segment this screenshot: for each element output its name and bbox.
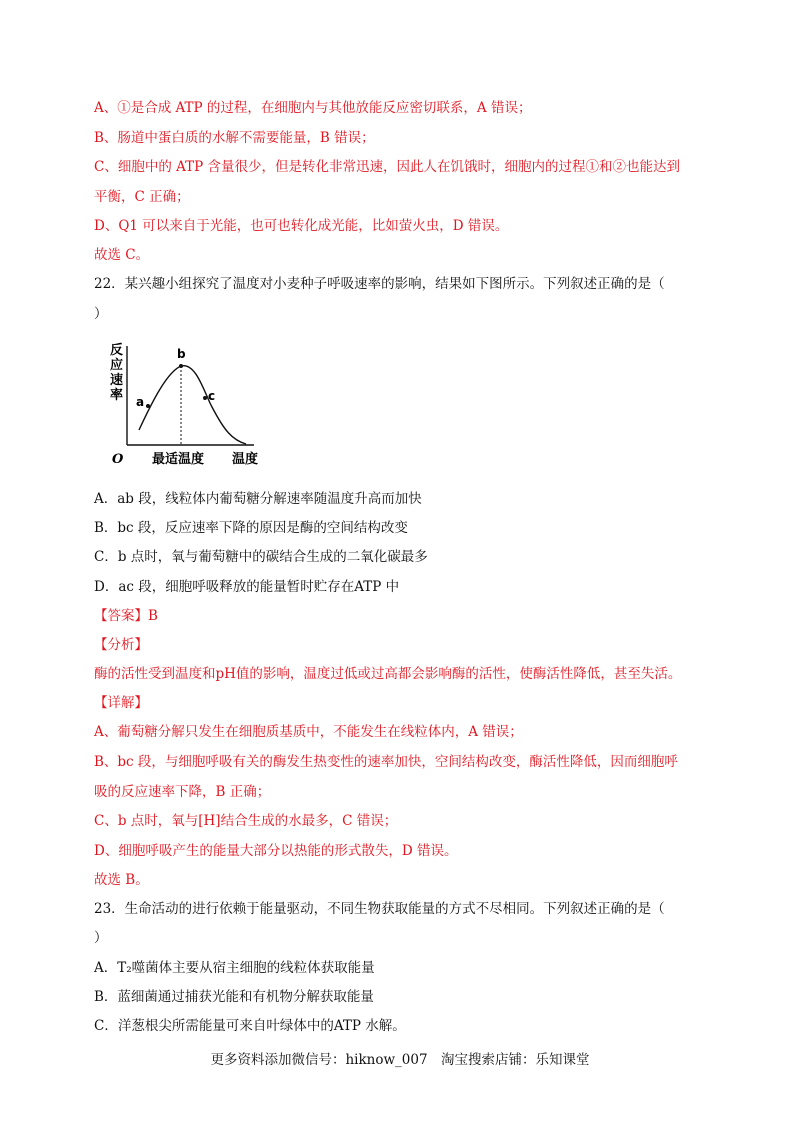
point-b-label: b xyxy=(177,347,186,361)
text-line: D、Q1 可以来自于光能，也可也转化成光能，比如萤火虫，D 错误。 xyxy=(94,218,509,234)
text-line: 吸的反应速率下降，B 正确； xyxy=(94,784,271,800)
y-label-char: 率 xyxy=(110,388,124,403)
origin-label: O xyxy=(112,452,124,467)
question-23-stem-end: ） xyxy=(94,930,108,946)
option-d: D．ac 段，细胞呼吸释放的能量暂时贮存在ATP 中 xyxy=(94,579,400,595)
option-a: A．ab 段，线粒体内葡萄糖分解速率随温度升高而加快 xyxy=(94,491,422,507)
point-a-label: a xyxy=(136,395,145,409)
option-b: B．bc 段，反应速率下降的原因是酶的空间结构改变 xyxy=(94,520,408,536)
x-tick-optimum: 最适温度 xyxy=(152,452,205,467)
question-22-stem: 22．某兴趣小组探究了温度对小麦种子呼吸速率的影响，结果如下图所示。下列叙述正确的是（ xyxy=(94,276,665,292)
option-c: C．洋葱根尖所需能量可来自叶绿体中的ATP 水解。 xyxy=(94,1018,406,1034)
text-line: 故选 B。 xyxy=(94,872,149,888)
text-line: B、bc 段，与细胞呼吸有关的酶发生热变性的速率加快，空间结构改变，酶活性降低，因而细胞呼 xyxy=(94,754,678,770)
point-c-label: c xyxy=(208,389,216,403)
text-line: D、细胞呼吸产生的能量大部分以热能的形式散失，D 错误。 xyxy=(94,843,458,859)
point-b-dot xyxy=(179,364,183,368)
text-line: C、b 点时，氧与[H]结合生成的水最多，C 错误； xyxy=(94,813,398,829)
text-line: B、肠道中蛋白质的水解不需要能量，B 错误； xyxy=(94,130,375,146)
explanation-heading: 【详解】 xyxy=(94,695,148,711)
text-line: A、葡萄糖分解只发生在细胞质基质中，不能发生在线粒体内，A 错误； xyxy=(94,724,523,740)
page-footer: 更多资料添加微信号：hiknow_007 淘宝搜索店铺：乐知课堂 xyxy=(210,1052,590,1068)
option-b: B．蓝细菌通过捕获光能和有机物分解获取能量 xyxy=(94,989,374,1005)
answer-heading: 【答案】B xyxy=(94,608,158,624)
x-axis-label: 温度 xyxy=(232,452,259,467)
analysis-heading: 【分析】 xyxy=(94,637,148,653)
text-line: C、细胞中的 ATP 含量很少，但是转化非常迅速，因此人在饥饿时，细胞内的过程①和②也能达到 xyxy=(94,159,681,175)
analysis-text: 酶的活性受到温度和pH值的影响，温度过低或过高都会影响酶的活性，使酶活性降低，甚至失活。 xyxy=(94,666,682,682)
y-label-char: 应 xyxy=(110,358,124,373)
point-a-dot xyxy=(146,404,150,408)
question-22-stem-end: ） xyxy=(94,306,108,322)
option-c: C．b 点时，氧与葡萄糖中的碳结合生成的二氧化碳最多 xyxy=(94,549,428,565)
option-a: A．T₂噬菌体主要从宿主细胞的线粒体获取能量 xyxy=(94,960,375,976)
rate-curve xyxy=(139,366,246,444)
y-label-char: 速 xyxy=(110,373,124,388)
question-23-stem: 23．生命活动的进行依赖于能量驱动，不同生物获取能量的方式不尽相同。下列叙述正确的是（ xyxy=(94,901,665,917)
point-c-dot xyxy=(203,396,207,400)
text-line: 平衡，C 正确； xyxy=(94,189,190,205)
text-line: A、①是合成 ATP 的过程，在细胞内与其他放能反应密切联系，A 错误； xyxy=(94,100,532,116)
reaction-rate-temperature-figure xyxy=(112,342,272,470)
text-line: 故选 C。 xyxy=(94,247,150,263)
y-label-char: 反 xyxy=(110,343,124,358)
